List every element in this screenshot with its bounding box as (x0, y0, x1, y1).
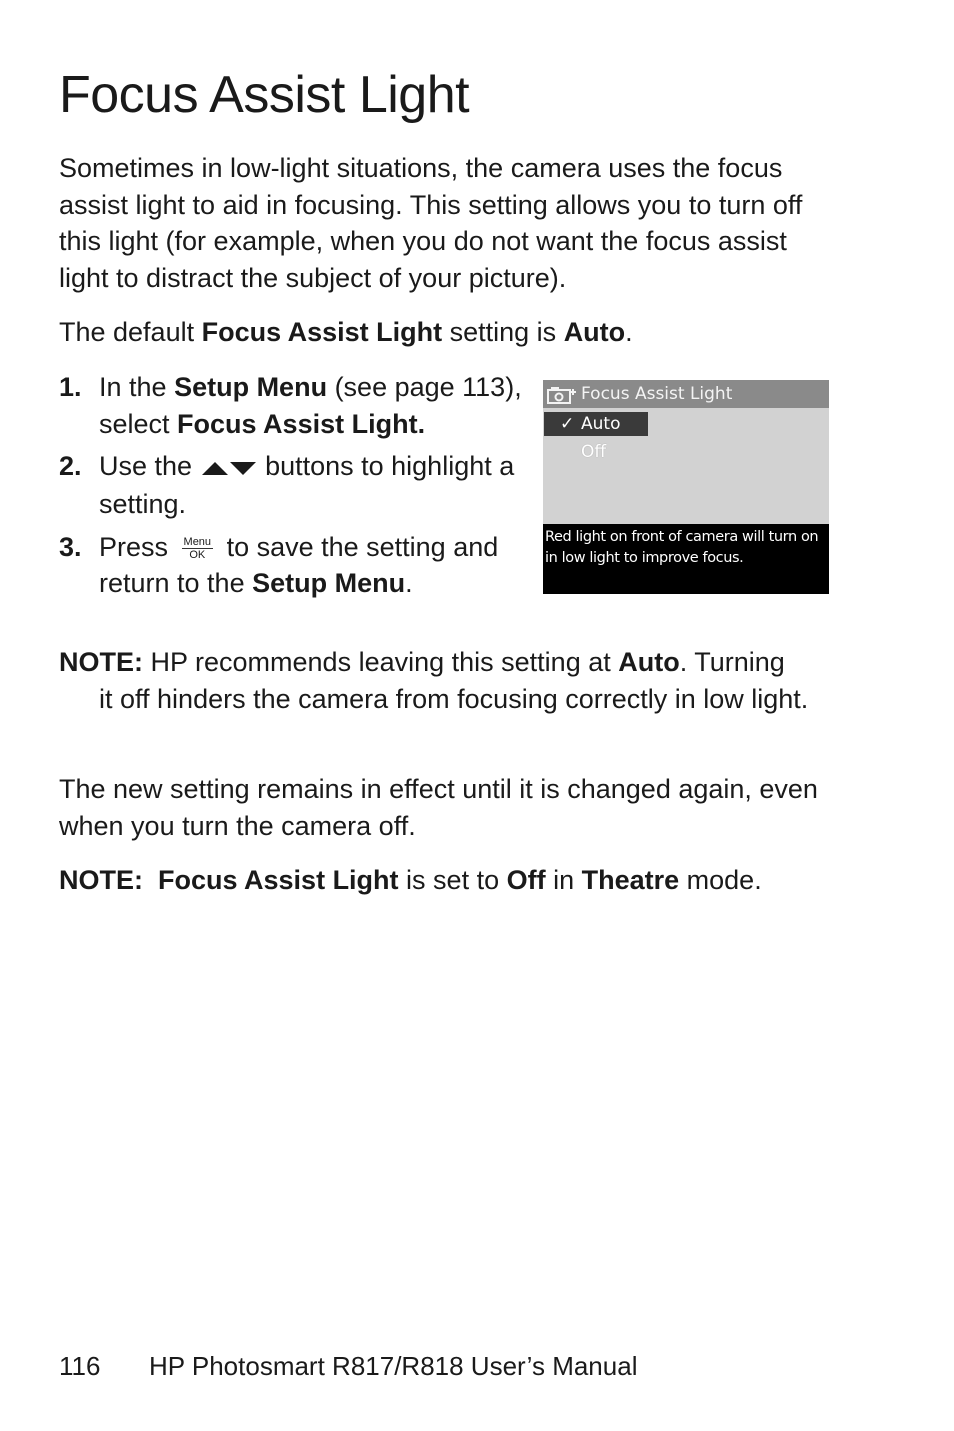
note-bold: Off (506, 865, 546, 895)
note-continuation: it off hinders the camera from focusing correctly in low light. (99, 683, 809, 714)
note-text: HP recommends leaving this setting at (143, 647, 619, 677)
help-line-1: Red light on front of camera will turn on (545, 529, 819, 545)
step-bold: Setup Menu (174, 372, 328, 402)
note-text: in (545, 865, 582, 895)
camera-screen-image (543, 380, 829, 594)
step-text: to save the setting and return to the (99, 531, 499, 599)
note-recommendation (59, 644, 839, 717)
up-down-arrows-icon (200, 450, 258, 487)
step-3 (59, 529, 529, 602)
note-text: is set to (398, 865, 507, 895)
menu-option-label: Auto (581, 414, 621, 434)
check-icon: ✓ (560, 414, 575, 434)
step-text: buttons to highlight a setting. (99, 451, 515, 520)
step-text: Use the (99, 451, 200, 481)
persistence-paragraph: The new setting remains in effect until it is changed again, even when you turn the camera off. (59, 774, 818, 841)
note-label: NOTE: (59, 865, 143, 895)
default-post: . (625, 317, 633, 347)
steps-list (59, 369, 529, 608)
default-setting-line (59, 314, 633, 351)
note-text: mode. (679, 865, 762, 895)
note-text: . Turning (679, 647, 785, 677)
note-theatre (59, 862, 839, 899)
screen-header (543, 380, 829, 408)
screen-header-title: Focus Assist Light (581, 384, 733, 404)
step-text: (see page 113), select (99, 372, 522, 439)
note-label: NOTE: (59, 647, 143, 677)
step-1 (59, 369, 529, 442)
note-bold: Auto (618, 647, 680, 677)
default-setting-name: Focus Assist Light (201, 317, 443, 347)
manual-title: HP Photosmart R817/R818 User’s Manual (149, 1351, 638, 1381)
camera-icon (547, 385, 577, 413)
step-number: 2. (59, 451, 82, 481)
step-number: 1. (59, 372, 82, 402)
screen-help-text (543, 524, 829, 594)
menu-ok-top: Menu (183, 536, 212, 548)
page-title: Focus Assist Light (59, 66, 470, 124)
help-line-2: in low light to improve focus. (545, 550, 744, 566)
default-mid: setting is (442, 317, 564, 347)
intro-paragraph: Sometimes in low-light situations, the camera uses the focus assist light to aid in focusing. This setting allows you to turn off this light (for example, when you do not want the focus assist light to distract the subject of your picture). (59, 153, 803, 293)
step-bold: Setup Menu (252, 568, 406, 599)
step-number: 3. (59, 531, 82, 562)
note-bold: Focus Assist Light (158, 865, 399, 895)
step-text: In the (99, 372, 175, 402)
menu-option-auto[interactable] (544, 412, 648, 436)
page-footer (59, 1348, 637, 1384)
step-bold: Focus Assist Light. (177, 408, 426, 439)
menu-ok-icon (182, 536, 214, 561)
menu-option-off[interactable]: Off (581, 442, 607, 462)
default-value: Auto (563, 317, 626, 347)
step-text: Press (99, 531, 176, 562)
step-text: . (405, 568, 413, 599)
menu-ok-bottom: OK (189, 549, 206, 561)
page-number: 116 (59, 1351, 101, 1381)
note-bold: Theatre (581, 865, 680, 895)
step-2 (59, 448, 529, 523)
default-pre: The default (59, 317, 202, 347)
